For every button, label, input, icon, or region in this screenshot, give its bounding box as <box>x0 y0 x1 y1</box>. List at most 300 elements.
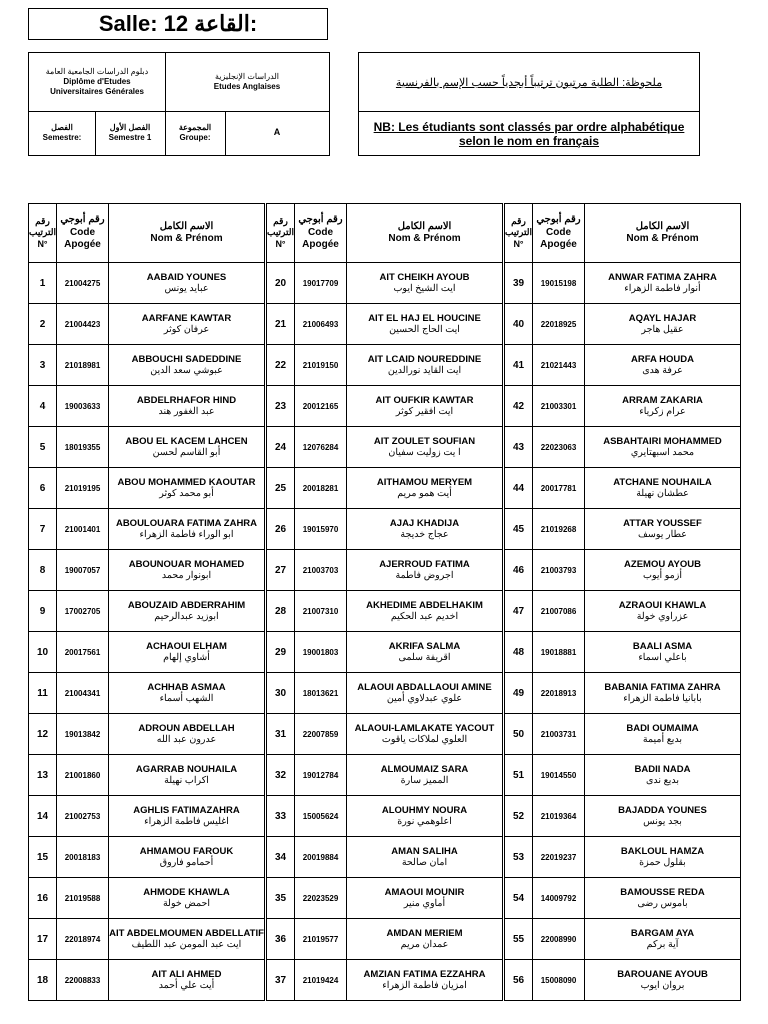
student-code: 14009792 <box>533 878 585 919</box>
student-name-ar: علوي عبدلاوي أمين <box>386 693 463 704</box>
table-row <box>267 550 503 591</box>
student-name-fr: ARRAM ZAKARIA <box>622 394 703 406</box>
student-name-ar: باعلي اسماء <box>638 652 687 663</box>
student-number: 16 <box>29 878 57 919</box>
student-name-ar: عرام زكرياء <box>639 406 686 417</box>
header-number-ar: رقم الترتيب <box>29 216 56 238</box>
student-name-fr: ACHAOUI ELHAM <box>146 640 227 652</box>
note-french: NB: Les étudiants sont classés par ordre alphabétique selon le nom en français <box>373 120 685 148</box>
student-name-fr: AIT CHEIKH AYOUB <box>379 271 470 283</box>
student-name-fr: AHMAMOU FAROUK <box>139 845 234 857</box>
student-name-ar: أيت همو مريم <box>397 488 452 499</box>
table-row <box>505 960 741 1001</box>
student-name-fr: AABAID YOUNES <box>146 271 227 283</box>
student-name <box>585 632 741 673</box>
table-header-row <box>29 204 265 263</box>
student-name-ar: أيت علي أحمد <box>158 980 215 991</box>
table-row <box>29 345 265 386</box>
column-header-name <box>109 204 265 263</box>
student-name <box>109 468 265 509</box>
table-row <box>505 755 741 796</box>
student-name-fr: AIT EL HAJ EL HOUCINE <box>368 312 481 324</box>
student-number: 2 <box>29 304 57 345</box>
student-name <box>585 714 741 755</box>
student-name-ar: أماوي منير <box>403 898 446 909</box>
student-code: 21003731 <box>533 714 585 755</box>
student-code: 21021443 <box>533 345 585 386</box>
student-number: 1 <box>29 263 57 304</box>
student-code: 22023063 <box>533 427 585 468</box>
student-name-ar: المميز سارة <box>400 775 449 786</box>
table-row <box>267 468 503 509</box>
student-name-fr: BADII NADA <box>634 763 691 775</box>
table-row <box>267 960 503 1001</box>
header-name-fr: Nom & Prénom <box>388 233 461 244</box>
student-code: 17002705 <box>57 591 109 632</box>
table-row <box>505 386 741 427</box>
student-number: 26 <box>267 509 295 550</box>
student-name-fr: ACHHAB ASMAA <box>147 681 226 693</box>
table-row <box>505 837 741 878</box>
student-name-fr: BAJADDA YOUNES <box>618 804 707 816</box>
student-name <box>109 960 265 1001</box>
student-name-fr: ABOU EL KACEM LAHCEN <box>125 435 248 447</box>
student-name-fr: AITHAMOU MERYEM <box>376 476 473 488</box>
table-row <box>267 386 503 427</box>
student-code: 20018183 <box>57 837 109 878</box>
header-name-ar: الاسم الكامل <box>635 220 690 232</box>
student-name <box>347 509 503 550</box>
student-code: 21007086 <box>533 591 585 632</box>
student-name <box>109 263 265 304</box>
header-code-ar: رقم أبوجي <box>298 214 343 226</box>
student-name-ar: عبايد يونس <box>164 283 209 294</box>
table-row <box>267 919 503 960</box>
table-row <box>29 673 265 714</box>
student-code: 20018281 <box>295 468 347 509</box>
student-number: 25 <box>267 468 295 509</box>
room-title: Salle: 12 القاعة: <box>28 8 328 40</box>
student-code: 19018881 <box>533 632 585 673</box>
student-name-ar: اجروض فاطمة <box>395 570 454 581</box>
table-row <box>29 919 265 960</box>
student-name-fr: ALOUHMY NOURA <box>381 804 468 816</box>
header-number-ar: رقم الترتيب <box>267 216 294 238</box>
student-name-ar: ايت افقير كوثر <box>395 406 454 417</box>
student-name-ar: احمض خولة <box>162 898 211 909</box>
student-name-fr: BAKLOUL HAMZA <box>620 845 705 857</box>
student-name <box>347 386 503 427</box>
student-name-ar: ابونوار محمد <box>161 570 212 581</box>
student-name-fr: ABOULOUARA FATIMA ZAHRA <box>115 517 258 529</box>
student-code: 20017561 <box>57 632 109 673</box>
student-name-ar: عرفة هدى <box>642 365 683 376</box>
table-row <box>505 263 741 304</box>
student-name-fr: BABANIA FATIMA ZAHRA <box>604 681 721 693</box>
student-code: 21004341 <box>57 673 109 714</box>
student-code: 19012784 <box>295 755 347 796</box>
student-name <box>347 796 503 837</box>
student-name-ar: بجد يونس <box>643 816 682 827</box>
student-name-fr: AJERROUD FATIMA <box>379 558 470 570</box>
student-number: 13 <box>29 755 57 796</box>
table-row <box>29 755 265 796</box>
student-name <box>585 755 741 796</box>
student-name <box>109 632 265 673</box>
table-row <box>267 796 503 837</box>
diploma-label: دبلوم الدراسات الجامعية العامة Diplôme d'Etudes Universitaires Générales <box>45 67 149 96</box>
student-name-ar: بروان ايوب <box>640 980 685 991</box>
table-row <box>505 304 741 345</box>
student-name-ar: آية بركم <box>646 939 679 950</box>
student-number: 40 <box>505 304 533 345</box>
student-name-ar: ايت عبد المومن عبد اللطيف <box>131 939 242 950</box>
student-name <box>585 550 741 591</box>
student-code: 20017781 <box>533 468 585 509</box>
student-number: 36 <box>267 919 295 960</box>
table-row <box>29 960 265 1001</box>
student-code: 19014550 <box>533 755 585 796</box>
student-code: 19003633 <box>57 386 109 427</box>
student-name-ar: عمدان مريم <box>400 939 449 950</box>
student-number: 52 <box>505 796 533 837</box>
table-row <box>505 591 741 632</box>
student-name-fr: ABOUZAID ABDERRAHIM <box>127 599 246 611</box>
student-name-ar: اكراب نهيلة <box>164 775 209 786</box>
student-name-fr: ATCHANE NOUHAILA <box>613 476 712 488</box>
student-name <box>347 919 503 960</box>
student-name <box>109 878 265 919</box>
student-name <box>585 263 741 304</box>
note-arabic: ملحوظة: الطلبة مرتبون ترتيباً أبجدياً حسب الإسم بالفرنسية <box>395 76 663 89</box>
header-number-fr: N° <box>37 238 48 249</box>
table-row <box>505 550 741 591</box>
student-name <box>347 960 503 1001</box>
student-name-fr: AMDAN MERIEM <box>386 927 463 939</box>
semester-label: الفصل Semestre: <box>42 123 82 142</box>
table-row <box>267 427 503 468</box>
student-code: 19001803 <box>295 632 347 673</box>
student-name-ar: بديع أميمة <box>642 734 683 745</box>
student-name-ar: أبو القاسم لحسن <box>152 447 221 458</box>
student-code: 22008990 <box>533 919 585 960</box>
student-name <box>585 509 741 550</box>
table-row <box>29 468 265 509</box>
table-row <box>267 632 503 673</box>
student-name-fr: ALMOUMAIZ SARA <box>380 763 469 775</box>
student-name-fr: AIT ALI AHMED <box>151 968 222 980</box>
student-name <box>347 673 503 714</box>
student-name-fr: BAROUANE AYOUB <box>617 968 708 980</box>
student-name-fr: AKHEDIME ABDELHAKIM <box>366 599 483 611</box>
student-name-ar: اعلوهمي نورة <box>397 816 452 827</box>
student-number: 22 <box>267 345 295 386</box>
header-code-fr: Code <box>70 226 95 238</box>
student-code: 15005624 <box>295 796 347 837</box>
student-name <box>347 837 503 878</box>
student-name <box>585 673 741 714</box>
header-code-fr-2: Apogée <box>540 239 577 251</box>
student-name-ar: أنوار فاطمة الزهراء <box>624 283 701 294</box>
student-number: 46 <box>505 550 533 591</box>
student-name-fr: ABOUNOUAR MOHAMED <box>128 558 245 570</box>
header-code-ar: رقم أبوجي <box>60 214 105 226</box>
student-code: 22007859 <box>295 714 347 755</box>
student-name <box>347 345 503 386</box>
student-code: 21019424 <box>295 960 347 1001</box>
student-number: 29 <box>267 632 295 673</box>
student-number: 53 <box>505 837 533 878</box>
student-code: 12076284 <box>295 427 347 468</box>
table-row <box>505 427 741 468</box>
note-box <box>358 52 700 156</box>
student-number: 7 <box>29 509 57 550</box>
student-name-ar: ابوزيد عبدالرحيم <box>154 611 219 622</box>
student-code: 19013842 <box>57 714 109 755</box>
student-code: 18013621 <box>295 673 347 714</box>
table-row <box>505 919 741 960</box>
student-name-fr: AZRAOUI KHAWLA <box>618 599 707 611</box>
student-code: 21019195 <box>57 468 109 509</box>
student-number: 34 <box>267 837 295 878</box>
table-row <box>505 673 741 714</box>
student-name <box>109 673 265 714</box>
student-name-ar: عقيل هاجر <box>641 324 684 335</box>
student-name <box>109 755 265 796</box>
student-number: 42 <box>505 386 533 427</box>
table-row <box>505 345 741 386</box>
student-number: 14 <box>29 796 57 837</box>
student-name <box>347 591 503 632</box>
group-value: A <box>273 127 281 138</box>
student-name-ar: باموس رضى <box>637 898 688 909</box>
student-name <box>585 468 741 509</box>
student-name-ar: امان صالحة <box>401 857 448 868</box>
header-number-fr: N° <box>513 238 524 249</box>
student-name-ar: امزيان فاطمة الزهراء <box>382 980 467 991</box>
field-label: الدراسات الإنجليزية Etudes Anglaises <box>213 72 281 91</box>
student-name-ar: عبد الغفور هند <box>158 406 215 417</box>
student-name-fr: AMAN SALIHA <box>391 845 458 857</box>
header-code-fr-2: Apogée <box>64 239 101 251</box>
header-number-fr: N° <box>275 238 286 249</box>
student-code: 21001401 <box>57 509 109 550</box>
student-number: 41 <box>505 345 533 386</box>
student-name <box>347 427 503 468</box>
student-number: 21 <box>267 304 295 345</box>
student-name <box>585 919 741 960</box>
table-row <box>29 550 265 591</box>
student-number: 44 <box>505 468 533 509</box>
table-row <box>267 673 503 714</box>
student-number: 9 <box>29 591 57 632</box>
student-number: 55 <box>505 919 533 960</box>
student-name-ar: الشهب أسماء <box>159 693 214 704</box>
student-name-fr: ABBOUCHI SADEDDINE <box>131 353 242 365</box>
student-name-fr: AZEMOU AYOUB <box>624 558 701 570</box>
student-code: 21001860 <box>57 755 109 796</box>
table-row <box>29 796 265 837</box>
student-name <box>347 755 503 796</box>
table-row <box>505 509 741 550</box>
student-name-fr: BADI OUMAIMA <box>626 722 699 734</box>
student-number: 50 <box>505 714 533 755</box>
student-number: 48 <box>505 632 533 673</box>
student-name <box>585 796 741 837</box>
student-number: 45 <box>505 509 533 550</box>
student-number: 54 <box>505 878 533 919</box>
table-row <box>267 837 503 878</box>
table-row <box>29 878 265 919</box>
student-number: 6 <box>29 468 57 509</box>
student-number: 10 <box>29 632 57 673</box>
student-name-ar: ا يت زوليت سفيان <box>388 447 461 458</box>
table-row <box>29 263 265 304</box>
student-code: 20012165 <box>295 386 347 427</box>
student-name-ar: عطار يوسف <box>638 529 687 540</box>
table-row <box>267 591 503 632</box>
student-name-fr: BARGAM AYA <box>630 927 695 939</box>
student-number: 15 <box>29 837 57 878</box>
student-name-ar: عبوشي سعد الدين <box>150 365 223 376</box>
student-name <box>585 960 741 1001</box>
student-name <box>347 632 503 673</box>
student-name-ar: بقلول حمزة <box>639 857 686 868</box>
student-name <box>109 427 265 468</box>
student-name-fr: AMAOUI MOUNIR <box>384 886 465 898</box>
student-code: 20019884 <box>295 837 347 878</box>
student-code: 19015198 <box>533 263 585 304</box>
header-name-fr: Nom & Prénom <box>626 233 699 244</box>
student-name-fr: AGHLIS FATIMAZAHRA <box>133 804 240 816</box>
column-header-number <box>29 204 57 263</box>
table-row <box>29 632 265 673</box>
table-row <box>267 878 503 919</box>
header-name-ar: الاسم الكامل <box>397 220 452 232</box>
student-code: 21003301 <box>533 386 585 427</box>
table-row <box>267 263 503 304</box>
student-number: 43 <box>505 427 533 468</box>
student-number: 51 <box>505 755 533 796</box>
student-number: 35 <box>267 878 295 919</box>
student-name-fr: AIT ABDELMOUMEN ABDELLATIF <box>109 927 264 939</box>
student-code: 21003703 <box>295 550 347 591</box>
student-name-ar: أبو محمد كوثر <box>159 488 214 499</box>
table-row <box>505 714 741 755</box>
student-name-ar: ايت الشيخ ايوب <box>393 283 456 294</box>
student-name <box>347 550 503 591</box>
student-code: 18019355 <box>57 427 109 468</box>
student-name <box>109 796 265 837</box>
table-row <box>505 878 741 919</box>
student-name <box>585 591 741 632</box>
header-name-fr: Nom & Prénom <box>150 233 223 244</box>
student-name <box>347 878 503 919</box>
header-number-ar: رقم الترتيب <box>505 216 532 238</box>
table-row <box>29 304 265 345</box>
student-name-ar: عجاج خديجة <box>400 529 449 540</box>
student-name <box>109 714 265 755</box>
student-number: 8 <box>29 550 57 591</box>
table-row <box>267 345 503 386</box>
student-code: 22023529 <box>295 878 347 919</box>
table-row <box>505 468 741 509</box>
student-code: 21007310 <box>295 591 347 632</box>
column-header-number <box>267 204 295 263</box>
student-name-fr: AJAJ KHADIJA <box>389 517 460 529</box>
table-row <box>505 632 741 673</box>
column-header-code <box>533 204 585 263</box>
table-row <box>267 714 503 755</box>
student-name-fr: ABDELRHAFOR HIND <box>136 394 237 406</box>
student-name-ar: العلوي لملاكات ياقوت <box>381 734 468 745</box>
student-number: 49 <box>505 673 533 714</box>
students-table-3 <box>504 203 741 1001</box>
student-name <box>109 509 265 550</box>
table-row <box>267 509 503 550</box>
student-code: 21019150 <box>295 345 347 386</box>
student-name-ar: ايت الحاج الحسين <box>389 324 460 335</box>
table-row <box>29 427 265 468</box>
student-name-fr: AIT LCAID NOUREDDINE <box>367 353 482 365</box>
student-name-fr: ALAOUI-LAMLAKATE YACOUT <box>354 722 495 734</box>
student-name-fr: AARFANE KAWTAR <box>141 312 232 324</box>
student-name-fr: AIT ZOULET SOUFIAN <box>373 435 476 447</box>
table-row <box>505 796 741 837</box>
table-row <box>29 509 265 550</box>
student-name <box>109 919 265 960</box>
column-header-number <box>505 204 533 263</box>
student-code: 21018981 <box>57 345 109 386</box>
student-name <box>347 263 503 304</box>
student-number: 37 <box>267 960 295 1001</box>
student-name <box>109 837 265 878</box>
student-number: 23 <box>267 386 295 427</box>
student-code: 22018974 <box>57 919 109 960</box>
student-code: 21006493 <box>295 304 347 345</box>
student-number: 31 <box>267 714 295 755</box>
student-code: 15008090 <box>533 960 585 1001</box>
header-code-fr: Code <box>308 226 333 238</box>
header-code-ar: رقم أبوجي <box>536 214 581 226</box>
student-number: 33 <box>267 796 295 837</box>
table-row <box>29 591 265 632</box>
table-row <box>29 837 265 878</box>
student-number: 24 <box>267 427 295 468</box>
student-name <box>109 591 265 632</box>
column-header-name <box>347 204 503 263</box>
student-number: 17 <box>29 919 57 960</box>
column-header-code <box>295 204 347 263</box>
student-name-fr: ASBAHTAIRI MOHAMMED <box>603 435 722 447</box>
student-number: 27 <box>267 550 295 591</box>
student-code: 21003793 <box>533 550 585 591</box>
header-code-fr-2: Apogée <box>302 239 339 251</box>
student-name-fr: ATTAR YOUSSEF <box>623 517 702 529</box>
student-name-ar: اقريفة سلمى <box>398 652 451 663</box>
student-number: 18 <box>29 960 57 1001</box>
table-row <box>29 386 265 427</box>
table-row <box>267 755 503 796</box>
student-number: 32 <box>267 755 295 796</box>
student-name-ar: عزراوي خولة <box>636 611 689 622</box>
table-header-row <box>505 204 741 263</box>
student-number: 30 <box>267 673 295 714</box>
student-name-fr: ADROUN ABDELLAH <box>138 722 235 734</box>
student-name-fr: ARFA HOUDA <box>631 353 694 365</box>
student-code: 19015970 <box>295 509 347 550</box>
student-name-fr: BAALI ASMA <box>632 640 693 652</box>
